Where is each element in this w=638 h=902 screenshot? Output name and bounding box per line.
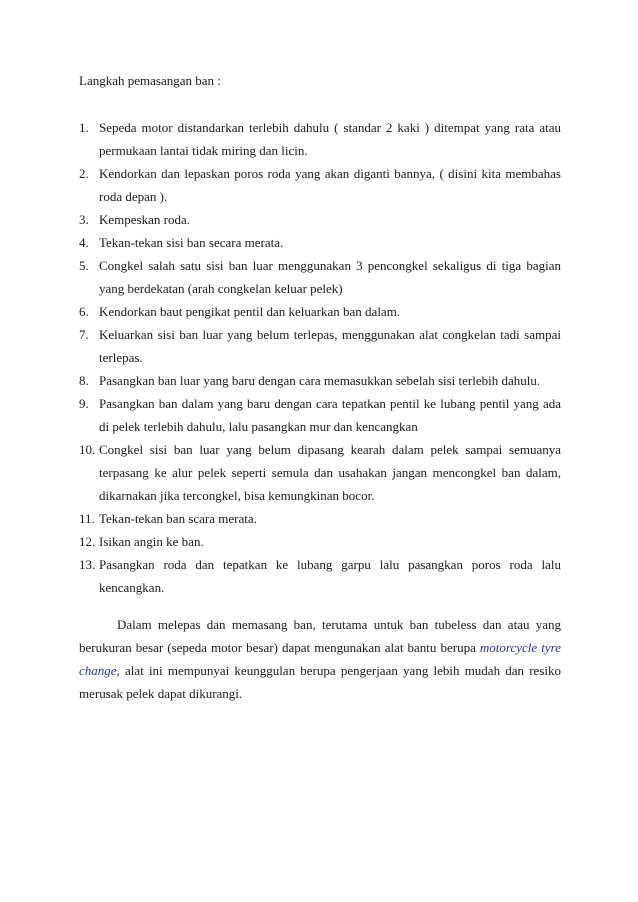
step-item (79, 231, 561, 254)
step-number: 5. (79, 258, 89, 273)
step-text: Sepeda motor distandarkan terlebih dahulu ( standar 2 kaki ) ditempat yang rata atau permukaan lantai tidak miring dan licin. (99, 120, 561, 158)
step-item (79, 162, 561, 208)
step-item (79, 392, 561, 438)
step-text: Congkel salah satu sisi ban luar menggunakan 3 pencongkel sekaligus di tiga bagian yang berdekatan (arah congkelan keluar pelek) (99, 258, 561, 296)
step-item (79, 438, 561, 507)
step-number: 3. (79, 212, 89, 227)
step-text: Kempeskan roda. (99, 212, 190, 227)
step-item (79, 254, 561, 300)
step-text: Congkel sisi ban luar yang belum dipasang kearah dalam pelek sampai semuanya terpasang ke alur pelek seperti semula dan usahakan jangan mencongkel ban dalam, dikarnakan jika tercongkel, bisa kemungkinan bocor. (99, 442, 561, 503)
step-number: 13. (79, 557, 96, 572)
step-text: Pasangkan ban dalam yang baru dengan cara tepatkan pentil ke lubang pentil yang ada di pelek terlebih dahulu, lalu pasangkan mur dan kencangkan (99, 396, 561, 434)
step-number: 1. (79, 120, 89, 135)
step-number: 10. (79, 442, 96, 457)
step-number: 8. (79, 373, 89, 388)
step-item (79, 553, 561, 599)
step-item (79, 507, 561, 530)
step-item (79, 530, 561, 553)
step-text: Isikan angin ke ban. (99, 534, 204, 549)
step-number: 4. (79, 235, 89, 250)
steps-list (79, 116, 561, 599)
step-text: Tekan-tekan sisi ban secara merata. (99, 235, 284, 250)
step-number: 12. (79, 534, 96, 549)
step-item (79, 300, 561, 323)
step-text: Tekan-tekan ban scara merata. (99, 511, 257, 526)
paragraph-emphasis: motorcycle tyre change, (79, 640, 561, 678)
step-number: 11. (79, 511, 95, 526)
step-text: Kendorkan dan lepaskan poros roda yang akan diganti bannya, ( disini kita membahas roda depan ). (99, 166, 561, 204)
step-text: Pasangkan roda dan tepatkan ke lubang garpu lalu pasangkan poros roda lalu kencangkan. (99, 557, 561, 595)
step-item (79, 323, 561, 369)
closing-paragraph (79, 613, 561, 705)
paragraph-text-after: alat ini mempunyai keunggulan berupa pengerjaan yang lebih mudah dan resiko merusak pelek dapat dikurangi. (79, 663, 561, 701)
step-number: 2. (79, 166, 89, 181)
step-item (79, 208, 561, 231)
section-heading: Langkah pemasangan ban : (79, 73, 221, 88)
step-item (79, 369, 561, 392)
step-text: Keluarkan sisi ban luar yang belum terlepas, menggunakan alat congkelan tadi sampai terlepas. (99, 327, 561, 365)
step-item (79, 116, 561, 162)
step-number: 7. (79, 327, 89, 342)
step-text: Pasangkan ban luar yang baru dengan cara memasukkan sebelah sisi terlebih dahulu. (99, 373, 541, 388)
step-number: 6. (79, 304, 89, 319)
step-text: Kendorkan baut pengikat pentil dan keluarkan ban dalam. (99, 304, 401, 319)
paragraph-text-before: Dalam melepas dan memasang ban, terutama untuk ban tubeless dan atau yang berukuran besar (sepeda motor besar) dapat mengunakan alat bantu berupa (79, 617, 561, 655)
step-number: 9. (79, 396, 89, 411)
